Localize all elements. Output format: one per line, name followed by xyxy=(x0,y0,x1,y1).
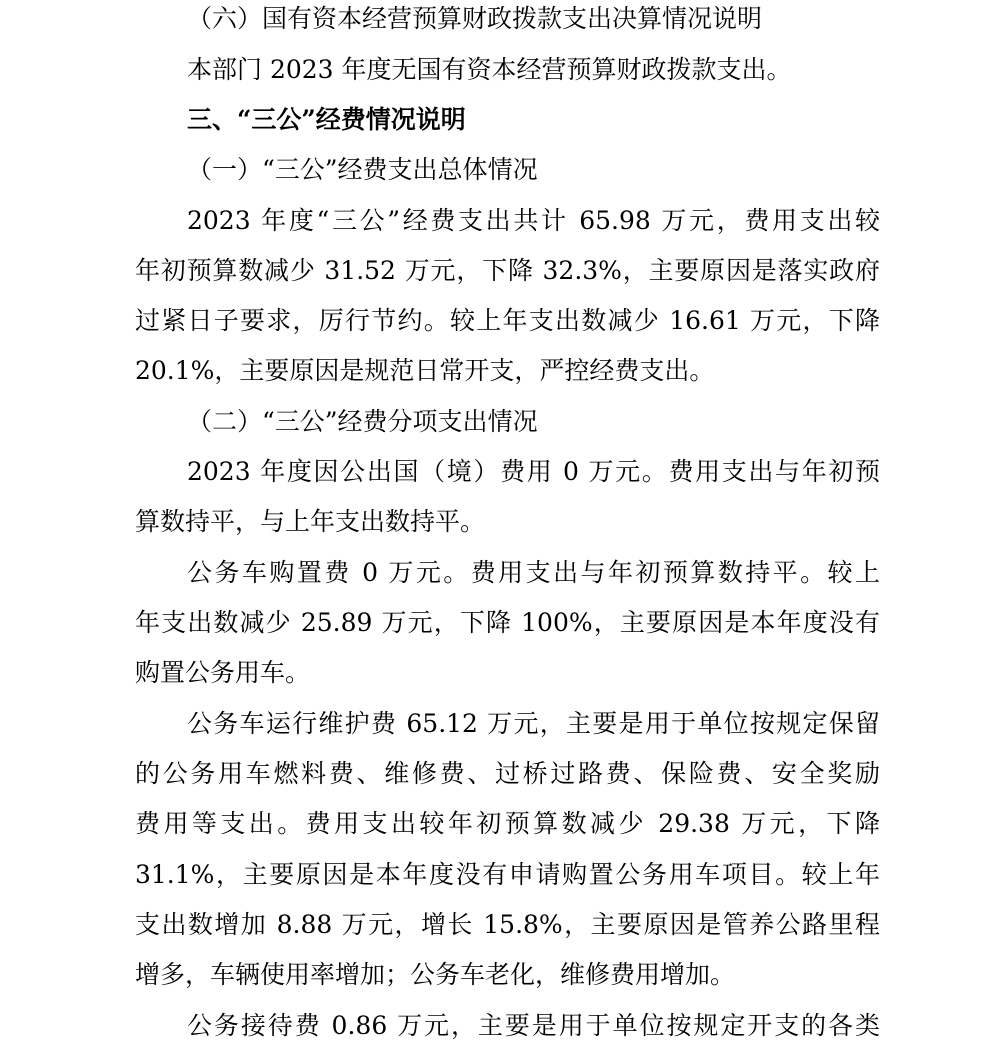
paragraph-line: 公务车运行维护费 65.12 万元，主要是用于单位按规定保留 xyxy=(187,709,880,738)
paragraph-line: 年支出数减少 25.89 万元，下降 100%，主要原因是本年度没有 xyxy=(135,608,880,637)
subsection-heading-2: （二）“三公”经费分项支出情况 xyxy=(187,407,538,436)
paragraph-line: 2023 年度因公出国（境）费用 0 万元。费用支出与年初预 xyxy=(187,457,880,486)
paragraph-line: 本部门 2023 年度无国有资本经营预算财政拨款支出。 xyxy=(187,55,792,84)
section-heading-3: 三、“三公”经费情况说明 xyxy=(187,105,466,134)
paragraph-line: 购置公务用车。 xyxy=(135,658,311,687)
subsection-heading-6: （六）国有资本经营预算财政拨款支出决算情况说明 xyxy=(187,4,763,33)
paragraph-line: 过紧日子要求，厉行节约。较上年支出数减少 16.61 万元，下降 xyxy=(135,306,880,335)
paragraph-line: 公务车购置费 0 万元。费用支出与年初预算数持平。较上 xyxy=(187,558,880,587)
paragraph-line: 公务接待费 0.86 万元，主要是用于单位按规定开支的各类 xyxy=(187,1011,880,1040)
paragraph-line: 2023 年度“三公”经费支出共计 65.98 万元，费用支出较 xyxy=(187,206,880,235)
paragraph-line: 31.1%，主要原因是本年度没有申请购置公务用车项目。较上年 xyxy=(135,860,880,889)
paragraph-line: 增多，车辆使用率增加；公务车老化，维修费用增加。 xyxy=(135,960,736,989)
paragraph-line: 20.1%，主要原因是规范日常开支，严控经费支出。 xyxy=(135,356,715,385)
subsection-heading-1: （一）“三公”经费支出总体情况 xyxy=(187,155,538,184)
paragraph-line: 年初预算数减少 31.52 万元，下降 32.3%，主要原因是落实政府 xyxy=(135,256,880,285)
paragraph-line: 支出数增加 8.88 万元，增长 15.8%，主要原因是管养公路里程 xyxy=(135,910,880,939)
paragraph-line: 费用等支出。费用支出较年初预算数减少 29.38 万元，下降 xyxy=(135,809,880,838)
paragraph-line: 算数持平，与上年支出数持平。 xyxy=(135,507,486,536)
paragraph-line: 的公务用车燃料费、维修费、过桥过路费、保险费、安全奖励 xyxy=(135,759,880,788)
